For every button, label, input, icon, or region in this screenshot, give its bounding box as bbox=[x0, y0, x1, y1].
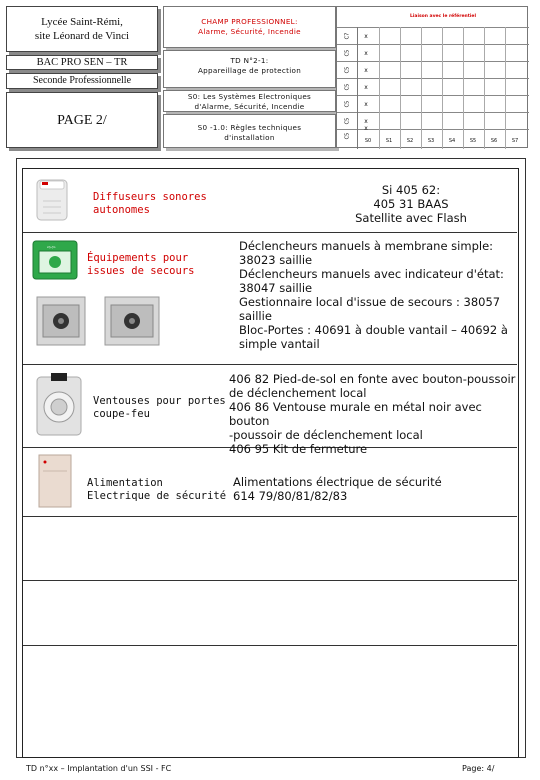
call-point-image bbox=[31, 239, 79, 281]
bac-box: BAC PRO SEN – TR bbox=[6, 55, 158, 70]
grid-code: C5 bbox=[344, 49, 350, 57]
page-box: PAGE 2/ bbox=[6, 92, 158, 148]
s0-box bbox=[163, 90, 336, 112]
label-emergency-exit: Équipements pour issues de secours bbox=[87, 252, 195, 277]
grid-col-label: S4 bbox=[448, 138, 456, 144]
grid-col-label: S5 bbox=[469, 138, 477, 144]
grid-mark: x bbox=[364, 84, 368, 91]
svg-text:⇨⇦: ⇨⇦ bbox=[47, 245, 56, 251]
s0-subtitle: d'Alarme, Sécurité, Incendie bbox=[194, 102, 305, 111]
s0-title: S0: Les Systèmes Electroniques bbox=[187, 92, 312, 101]
grid-code: C5 bbox=[344, 132, 350, 140]
td-box bbox=[163, 50, 336, 88]
equipment-table bbox=[22, 168, 519, 758]
label-door-holders: Ventouses pour portes coupe-feu bbox=[93, 395, 226, 420]
champ-subtitle: Alarme, Sécurité, Incendie bbox=[198, 27, 301, 36]
grid-col-label: S2 bbox=[406, 138, 414, 144]
power-supply-image bbox=[35, 453, 77, 511]
grid-mark: x bbox=[364, 118, 368, 125]
referential-grid bbox=[336, 6, 528, 148]
td-title: TD N°2-1: bbox=[230, 56, 269, 65]
grid-code: C5 bbox=[344, 117, 350, 125]
grid-col-label: S0 bbox=[364, 138, 372, 144]
grid-code: C5 bbox=[344, 66, 350, 74]
door-holder-image bbox=[35, 293, 165, 351]
grid-col-label: S7 bbox=[511, 138, 519, 144]
grid-code: C5 bbox=[344, 100, 350, 108]
footer-page: Page: 4/ bbox=[462, 764, 495, 773]
desc-emergency-exit: Déclencheurs manuels à membrane simple: 38023 saillie Déclencheurs manuels avec indicateur d'état: 38047 saillie Gestionnaire local d'issue de secours : 38057 saillie Bloc-Portes : 40691 à double vantail – 40692 à simple vantail bbox=[239, 239, 508, 351]
grid-col-label: S6 bbox=[490, 138, 498, 144]
grid-mark: x bbox=[364, 67, 368, 74]
champ-title: CHAMP PROFESSIONNEL: bbox=[201, 17, 298, 26]
s01-title: S0 -1.0: Règles techniques bbox=[197, 123, 302, 132]
grid-col-label: S1 bbox=[385, 138, 393, 144]
champ-box bbox=[163, 6, 336, 48]
magnet-image bbox=[33, 373, 85, 439]
school-box bbox=[6, 6, 158, 52]
label-power-supply: Alimentation Electrique de sécurité bbox=[87, 477, 227, 502]
grid-mark: x bbox=[364, 101, 368, 108]
grid-col-label: S3 bbox=[427, 138, 435, 144]
desc-door-holders: 406 82 Pied-de-sol en fonte avec bouton-poussoir de déclenchement local 406 86 Ventouse murale en métal noir avec bouton -poussoir de déclenchement local 406 95 Kit de fermeture bbox=[229, 372, 516, 456]
grid-code: C5 bbox=[344, 83, 350, 91]
s01-subtitle: d'installation bbox=[224, 133, 275, 142]
sounder-image bbox=[35, 177, 71, 223]
grid-mark: x bbox=[364, 33, 368, 40]
grid-mark: x bbox=[364, 50, 368, 57]
grid-mark: x bbox=[364, 125, 368, 132]
school-name: Lycée Saint-Rémi, bbox=[41, 16, 123, 28]
desc-sounders: Si 405 62: 405 31 BAAS Satellite avec Flash bbox=[355, 183, 467, 225]
s01-box bbox=[163, 114, 336, 148]
label-sounders: Diffuseurs sonores autonomes bbox=[93, 191, 207, 216]
class-box: Seconde Professionnelle bbox=[6, 73, 158, 89]
td-subtitle: Appareillage de protection bbox=[197, 66, 302, 75]
desc-power-supply: Alimentations électrique de sécurité 614 79/80/81/82/83 bbox=[233, 475, 442, 503]
school-site: site Léonard de Vinci bbox=[34, 30, 130, 42]
grid-code: C7 bbox=[344, 32, 350, 40]
grid-title: Liaison avec le référentiel bbox=[410, 14, 476, 19]
footer-title: TD n°xx – Implantation d'un SSI - FC bbox=[26, 764, 172, 773]
